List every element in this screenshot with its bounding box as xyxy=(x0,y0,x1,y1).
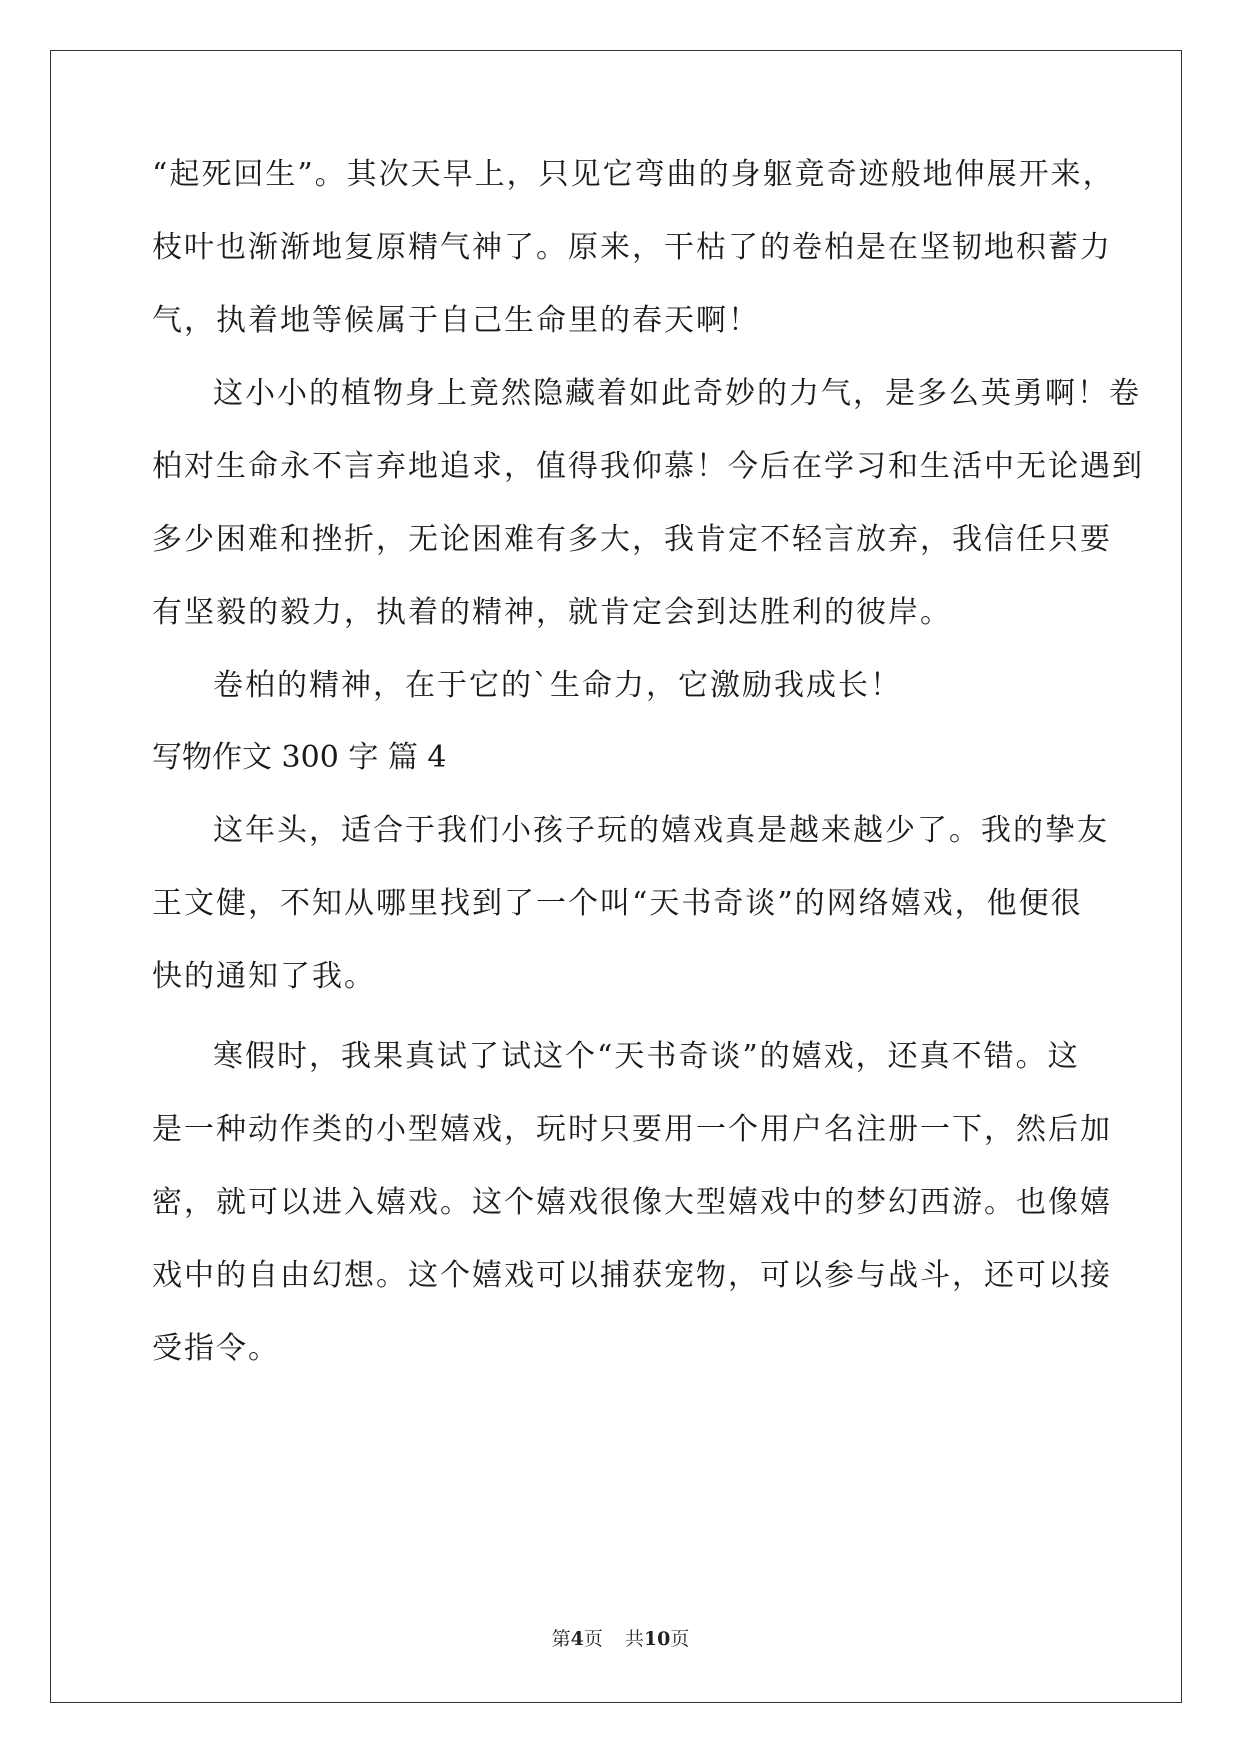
footer-total-suffix: 页 xyxy=(670,1628,690,1650)
text-line: 快的通知了我。 xyxy=(152,959,376,994)
text-line: 气，执着地等候属于自己生命里的春天啊！ xyxy=(152,303,760,338)
text-line: 卷柏的精神，在于它的`生命力，它激励我成长！ xyxy=(213,668,902,703)
text-line: 这年头，适合于我们小孩子玩的嬉戏真是越来越少了。我的挚友 xyxy=(213,813,1109,848)
text-line: 柏对生命永不言弃地追求，值得我仰慕！今后在学习和生活中无论遇到 xyxy=(152,449,1144,484)
text-line: 戏中的自由幻想。这个嬉戏可以捕获宠物，可以参与战斗，还可以接 xyxy=(152,1258,1112,1293)
footer-page-suffix: 页 xyxy=(583,1628,603,1650)
text-line: 受指令。 xyxy=(152,1331,280,1366)
text-line: 密，就可以进入嬉戏。这个嬉戏很像大型嬉戏中的梦幻西游。也像嬉 xyxy=(152,1185,1112,1220)
text-line: 多少困难和挫折，无论困难有多大，我肯定不轻言放弃，我信任只要 xyxy=(152,522,1112,557)
footer-prefix: 第 xyxy=(551,1628,571,1650)
footer-total-prefix: 共 xyxy=(624,1628,644,1650)
current-page-number: 4 xyxy=(570,1628,584,1650)
text-line: 是一种动作类的小型嬉戏，玩时只要用一个用户名注册一下，然后加 xyxy=(152,1112,1112,1147)
text-line: 有坚毅的毅力，执着的精神，就肯定会到达胜利的彼岸。 xyxy=(152,595,952,630)
total-page-number: 10 xyxy=(643,1628,671,1650)
text-line: 王文健，不知从哪里找到了一个叫“天书奇谈”的网络嬉戏，他便很 xyxy=(152,886,1083,921)
text-line: 枝叶也渐渐地复原精气神了。原来，干枯了的卷柏是在坚韧地积蓄力 xyxy=(152,230,1112,265)
text-line: 寒假时，我果真试了试这个“天书奇谈”的嬉戏，还真不错。这 xyxy=(213,1039,1080,1074)
page-footer xyxy=(0,1627,1241,1651)
section-heading: 写物作文 300 字 篇 4 xyxy=(152,740,447,775)
text-line: 这小小的植物身上竟然隐藏着如此奇妙的力气，是多么英勇啊！卷 xyxy=(213,376,1141,411)
text-line: “起死回生”。其次天早上，只见它弯曲的身躯竟奇迹般地伸展开来， xyxy=(152,157,1115,192)
page-border xyxy=(50,50,1182,1703)
